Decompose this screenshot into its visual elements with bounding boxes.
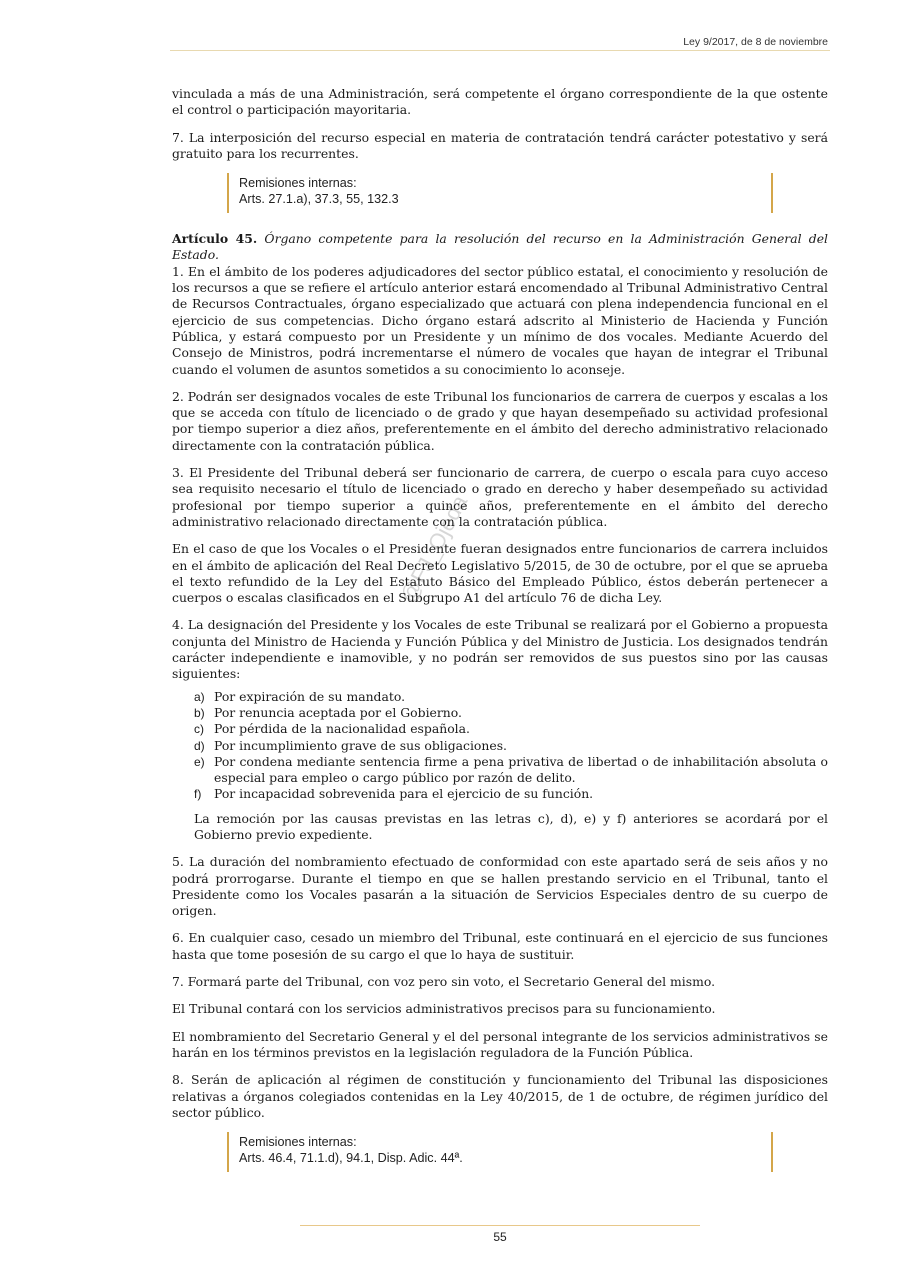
paragraph-45-5: 5. La duración del nombramiento efectuado de conformidad con este apartado será de seis años y no podrá prorrogarse. Durante el tiempo en que se hallen prestando servicio en el Tribunal, tanto el Presidente como los Vocales pasarán a la situación de Servicios Especiales dentro de su cuerpo de origen. (172, 854, 828, 919)
paragraph-45-3b: En el caso de que los Vocales o el Presidente fueran designados entre funcionarios de carrera incluidos en el ámbito de aplicación del Real Decreto Legislativo 5/2015, de 30 de octubre, por el que se aprueba el texto refundido de la Ley del Estatuto Básico del Empleado Público, éstos deberán pertenecer a cuerpos o escalas clasificados en el Subgrupo A1 del artículo 76 de dicha Ley. (172, 541, 828, 606)
document-body (172, 86, 828, 1190)
header-title: Ley 9/2017, de 8 de noviembre (683, 36, 828, 48)
list-item-label: d) (194, 738, 205, 753)
causas-list (194, 689, 828, 803)
paragraph-45-7b: El Tribunal contará con los servicios administrativos precisos para su funcionamiento. (172, 1001, 716, 1017)
remisiones-refs: Arts. 46.4, 71.1.d), 94.1, Disp. Adic. 44ª. (239, 1151, 463, 1166)
list-item-text: Por condena mediante sentencia firme a pena privativa de libertad o de inhabilitación absoluta o especial para empleo o cargo público por razón de delito. (214, 753, 828, 786)
paragraph-45-1: 1. En el ámbito de los poderes adjudicadores del sector público estatal, el conocimiento y resolución de los recursos a que se refiere el artículo anterior estará encomendado al Tribunal Administrativo Central de Recursos Contractuales, órgano especializado que actuará con plena independencia funcional en el ejercicio de sus competencias. Dicho órgano estará adscrito al Ministerio de Hacienda y Función Pública, y estará compuesto por un Presidente y un mínimo de dos vocales. Mediante Acuerdo del Consejo de Ministros, podrá incrementarse el número de vocales que hayan de integrar el Tribunal cuando el volumen de asuntos sometidos a su conocimiento lo aconseje. (172, 263, 828, 377)
remisiones-internas-box (227, 1132, 773, 1172)
list-item (194, 786, 828, 802)
footer-divider (300, 1225, 700, 1226)
list-item-text: Por incapacidad sobrevenida para el ejercicio de su función. (214, 786, 594, 802)
list-item-label: e) (194, 754, 205, 769)
page-header (170, 34, 830, 51)
remisiones-title: Remisiones internas: (239, 176, 357, 191)
paragraph-45-6: 6. En cualquier caso, cesado un miembro del Tribunal, este continuará en el ejercicio de sus funciones hasta que tome posesión de su cargo el que lo haya de sustituir. (172, 930, 828, 962)
paragraph-45-4: 4. La designación del Presidente y los Vocales de este Tribunal se realizará por el Gobierno a propuesta conjunta del Ministro de Hacienda y Función Pública y del Ministro de Justicia. Los designados tendrán carácter independiente e inamovible, y no podrán ser removidos de sus puestos sino por las causas siguientes: (172, 617, 828, 682)
paragraph-45-3: 3. El Presidente del Tribunal deberá ser funcionario de carrera, de cuerpo o escala para cuyo acceso sea requisito necesario el título de licenciado o grado en derecho y haber desempeñado su actividad profesional por tiempo superior a quince años, preferentemente en el ámbito del derecho administrativo relacionado directamente con la contratación pública. (172, 465, 828, 529)
list-item (194, 705, 828, 721)
page-number: 55 (493, 1230, 507, 1244)
list-item (194, 689, 828, 705)
paragraph-44-7: 7. La interposición del recurso especial en materia de contratación tendrá carácter potestativo y será gratuito para los recurrentes. (172, 129, 828, 161)
list-item (194, 721, 828, 737)
list-item-text: Por incumplimiento grave de sus obligaciones. (214, 737, 507, 753)
list-item-label: a) (194, 689, 205, 704)
paragraph-intro: vinculada a más de una Administración, será competente el órgano correspondiente de la que ostente el control o participación mayoritaria. (172, 86, 828, 118)
remisiones-refs: Arts. 27.1.a), 37.3, 55, 132.3 (239, 192, 399, 207)
watermark: @FJ_Ojeda (395, 491, 473, 607)
article-number: Artículo 45. (172, 231, 258, 247)
list-item-text: Por expiración de su mandato. (214, 688, 406, 704)
paragraph-45-7c: El nombramiento del Secretario General y el del personal integrante de los servicios administrativos se harán en los términos previstos en la legislación reguladora de la Función Pública. (172, 1028, 828, 1060)
remisiones-internas-box (227, 173, 773, 213)
list-item-label: c) (194, 722, 204, 737)
list-item-label: b) (194, 705, 205, 720)
list-item-label: f) (194, 787, 202, 802)
list-item-text: Por pérdida de la nacionalidad española. (214, 721, 470, 737)
paragraph-45-8: 8. Serán de aplicación al régimen de constitución y funcionamiento del Tribunal las disposiciones relativas a órganos colegiados contenidas en la Ley 40/2015, de 1 de octubre, de régimen jurídico del sector público. (172, 1072, 828, 1120)
paragraph-45-2: 2. Podrán ser designados vocales de este Tribunal los funcionarios de carrera de cuerpos y escalas a los que se acceda con título de licenciado o de grado y que hayan desempeñado su actividad profesional por tiempo superior a diez años, preferentemente en el ámbito del derecho administrativo relacionado directamente con la contratación pública. (172, 388, 828, 453)
paragraph-45-7: 7. Formará parte del Tribunal, con voz pero sin voto, el Secretario General del mismo. (172, 974, 716, 990)
article-title: Órgano competente para la resolución del recurso en la Administración General del Estado. (172, 231, 828, 263)
list-item-text: Por renuncia aceptada por el Gobierno. (214, 704, 462, 720)
paragraph-remocion: La remoción por las causas previstas en las letras c), d), e) y f) anteriores se acordará por el Gobierno previo expediente. (194, 810, 828, 842)
list-item (194, 754, 828, 787)
list-item (194, 738, 828, 754)
article-heading (172, 231, 828, 264)
remisiones-title: Remisiones internas: (239, 1135, 357, 1150)
